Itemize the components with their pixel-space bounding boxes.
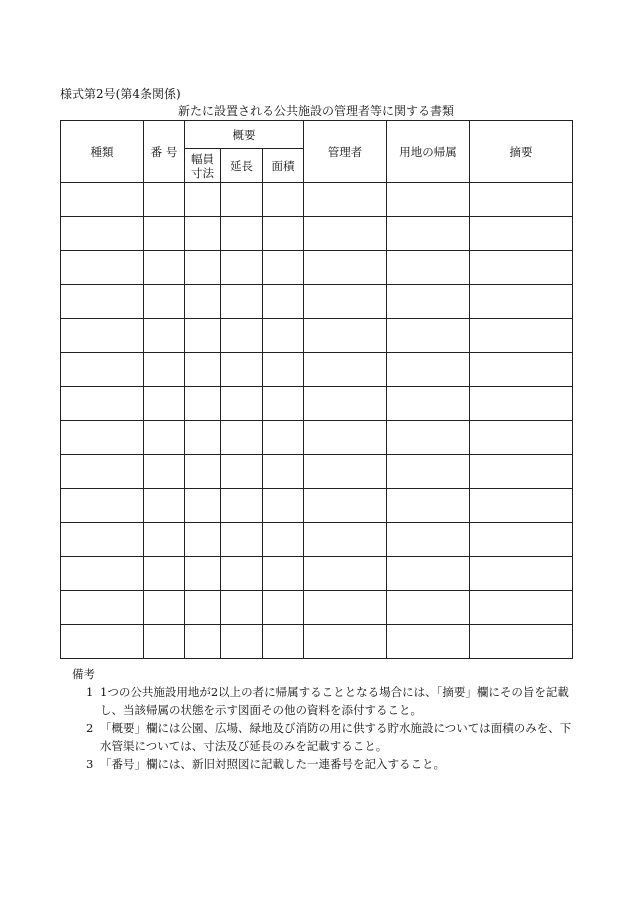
cell-number bbox=[144, 285, 185, 319]
cell-length bbox=[221, 591, 263, 625]
note-number: 2 bbox=[86, 721, 94, 735]
table-row bbox=[61, 183, 573, 217]
notes-heading: 備考 bbox=[72, 667, 95, 681]
cell-length bbox=[221, 455, 263, 489]
cell-width bbox=[185, 319, 221, 353]
header-type: 種類 bbox=[61, 121, 144, 183]
form-number: 様式第2号(第4条関係) bbox=[60, 87, 181, 101]
cell-length bbox=[221, 251, 263, 285]
cell-summary bbox=[470, 523, 573, 557]
table-row bbox=[61, 217, 573, 251]
cell-manager bbox=[304, 251, 387, 285]
notes-section bbox=[60, 665, 580, 773]
cell-area bbox=[263, 387, 304, 421]
cell-land-ownership bbox=[387, 523, 470, 557]
cell-type bbox=[61, 591, 144, 625]
table-body bbox=[61, 183, 573, 659]
cell-number bbox=[144, 217, 185, 251]
header-number: 番 号 bbox=[144, 121, 185, 183]
cell-summary bbox=[470, 319, 573, 353]
cell-type bbox=[61, 251, 144, 285]
cell-type bbox=[61, 557, 144, 591]
cell-area bbox=[263, 285, 304, 319]
table-row bbox=[61, 353, 573, 387]
cell-land-ownership bbox=[387, 285, 470, 319]
cell-length bbox=[221, 557, 263, 591]
cell-length bbox=[221, 183, 263, 217]
cell-area bbox=[263, 217, 304, 251]
cell-summary bbox=[470, 285, 573, 319]
header-manager: 管理者 bbox=[304, 121, 387, 183]
facility-register-table bbox=[60, 120, 573, 659]
cell-area bbox=[263, 455, 304, 489]
cell-manager bbox=[304, 183, 387, 217]
cell-land-ownership bbox=[387, 251, 470, 285]
cell-summary bbox=[470, 353, 573, 387]
cell-width bbox=[185, 421, 221, 455]
cell-area bbox=[263, 591, 304, 625]
cell-summary bbox=[470, 489, 573, 523]
cell-summary bbox=[470, 625, 573, 659]
cell-width bbox=[185, 183, 221, 217]
cell-width bbox=[185, 489, 221, 523]
cell-manager bbox=[304, 557, 387, 591]
cell-area bbox=[263, 353, 304, 387]
cell-area bbox=[263, 489, 304, 523]
table-row bbox=[61, 319, 573, 353]
cell-land-ownership bbox=[387, 183, 470, 217]
cell-manager bbox=[304, 285, 387, 319]
cell-length bbox=[221, 285, 263, 319]
cell-summary bbox=[470, 421, 573, 455]
cell-summary bbox=[470, 455, 573, 489]
cell-type bbox=[61, 285, 144, 319]
cell-number bbox=[144, 455, 185, 489]
cell-type bbox=[61, 183, 144, 217]
cell-number bbox=[144, 319, 185, 353]
note-text: 「概要」欄には公園、広場、緑地及び消防の用に供する貯水施設については面積のみを、下水管渠については、寸法及び延長のみを記載すること。 bbox=[100, 721, 572, 753]
cell-summary bbox=[470, 183, 573, 217]
cell-summary bbox=[470, 591, 573, 625]
table-row bbox=[61, 557, 573, 591]
cell-area bbox=[263, 421, 304, 455]
cell-length bbox=[221, 625, 263, 659]
cell-width bbox=[185, 523, 221, 557]
cell-area bbox=[263, 625, 304, 659]
cell-type bbox=[61, 523, 144, 557]
cell-manager bbox=[304, 523, 387, 557]
cell-summary bbox=[470, 557, 573, 591]
cell-summary bbox=[470, 387, 573, 421]
table-row bbox=[61, 251, 573, 285]
cell-land-ownership bbox=[387, 591, 470, 625]
note-text: 「番号」欄には、新旧対照図に記載した一連番号を記入すること。 bbox=[100, 757, 445, 771]
cell-area bbox=[263, 523, 304, 557]
document-title: 新たに設置される公共施設の管理者等に関する書類 bbox=[177, 104, 454, 118]
cell-manager bbox=[304, 625, 387, 659]
cell-width bbox=[185, 455, 221, 489]
cell-land-ownership bbox=[387, 421, 470, 455]
note-number: 3 bbox=[86, 757, 94, 771]
cell-manager bbox=[304, 353, 387, 387]
cell-type bbox=[61, 625, 144, 659]
cell-number bbox=[144, 421, 185, 455]
cell-width bbox=[185, 217, 221, 251]
cell-type bbox=[61, 489, 144, 523]
note-item-2 bbox=[60, 719, 580, 755]
table-row bbox=[61, 591, 573, 625]
cell-land-ownership bbox=[387, 319, 470, 353]
cell-number bbox=[144, 251, 185, 285]
cell-width bbox=[185, 251, 221, 285]
cell-manager bbox=[304, 489, 387, 523]
header-land-ownership: 用地の帰属 bbox=[387, 121, 470, 183]
cell-area bbox=[263, 557, 304, 591]
cell-type bbox=[61, 217, 144, 251]
header-width: 幅員 寸法 bbox=[185, 149, 221, 183]
cell-land-ownership bbox=[387, 489, 470, 523]
cell-width bbox=[185, 591, 221, 625]
cell-land-ownership bbox=[387, 625, 470, 659]
cell-manager bbox=[304, 455, 387, 489]
cell-manager bbox=[304, 387, 387, 421]
table-row bbox=[61, 455, 573, 489]
header-summary: 摘要 bbox=[470, 121, 573, 183]
cell-length bbox=[221, 523, 263, 557]
cell-land-ownership bbox=[387, 353, 470, 387]
cell-type bbox=[61, 421, 144, 455]
cell-land-ownership bbox=[387, 455, 470, 489]
cell-type bbox=[61, 455, 144, 489]
table-row bbox=[61, 523, 573, 557]
cell-number bbox=[144, 353, 185, 387]
header-length: 延長 bbox=[221, 149, 263, 183]
cell-width bbox=[185, 387, 221, 421]
cell-length bbox=[221, 387, 263, 421]
table-row bbox=[61, 625, 573, 659]
cell-length bbox=[221, 421, 263, 455]
cell-type bbox=[61, 387, 144, 421]
cell-area bbox=[263, 183, 304, 217]
cell-land-ownership bbox=[387, 387, 470, 421]
cell-number bbox=[144, 557, 185, 591]
cell-area bbox=[263, 251, 304, 285]
cell-number bbox=[144, 625, 185, 659]
cell-number bbox=[144, 183, 185, 217]
cell-width bbox=[185, 285, 221, 319]
table-row bbox=[61, 421, 573, 455]
cell-type bbox=[61, 319, 144, 353]
cell-manager bbox=[304, 591, 387, 625]
cell-length bbox=[221, 353, 263, 387]
cell-width bbox=[185, 353, 221, 387]
note-item-1 bbox=[60, 683, 580, 719]
header-area: 面積 bbox=[263, 149, 304, 183]
cell-length bbox=[221, 319, 263, 353]
cell-width bbox=[185, 625, 221, 659]
cell-summary bbox=[470, 251, 573, 285]
cell-land-ownership bbox=[387, 557, 470, 591]
note-text: 1つの公共施設用地が2以上の者に帰属することとなる場合には、「摘要」欄にその旨を記載し、当該帰属の状態を示す図面その他の資料を添付すること。 bbox=[100, 685, 569, 717]
cell-type bbox=[61, 353, 144, 387]
cell-length bbox=[221, 217, 263, 251]
cell-number bbox=[144, 523, 185, 557]
cell-manager bbox=[304, 421, 387, 455]
cell-width bbox=[185, 557, 221, 591]
note-number: 1 bbox=[86, 685, 94, 699]
cell-number bbox=[144, 591, 185, 625]
cell-manager bbox=[304, 217, 387, 251]
cell-summary bbox=[470, 217, 573, 251]
note-item-3 bbox=[60, 755, 580, 773]
table-row bbox=[61, 387, 573, 421]
cell-number bbox=[144, 489, 185, 523]
cell-manager bbox=[304, 319, 387, 353]
table-row bbox=[61, 489, 573, 523]
cell-land-ownership bbox=[387, 217, 470, 251]
cell-number bbox=[144, 387, 185, 421]
table-row bbox=[61, 285, 573, 319]
header-overview: 概要 bbox=[185, 121, 304, 149]
cell-area bbox=[263, 319, 304, 353]
cell-length bbox=[221, 489, 263, 523]
